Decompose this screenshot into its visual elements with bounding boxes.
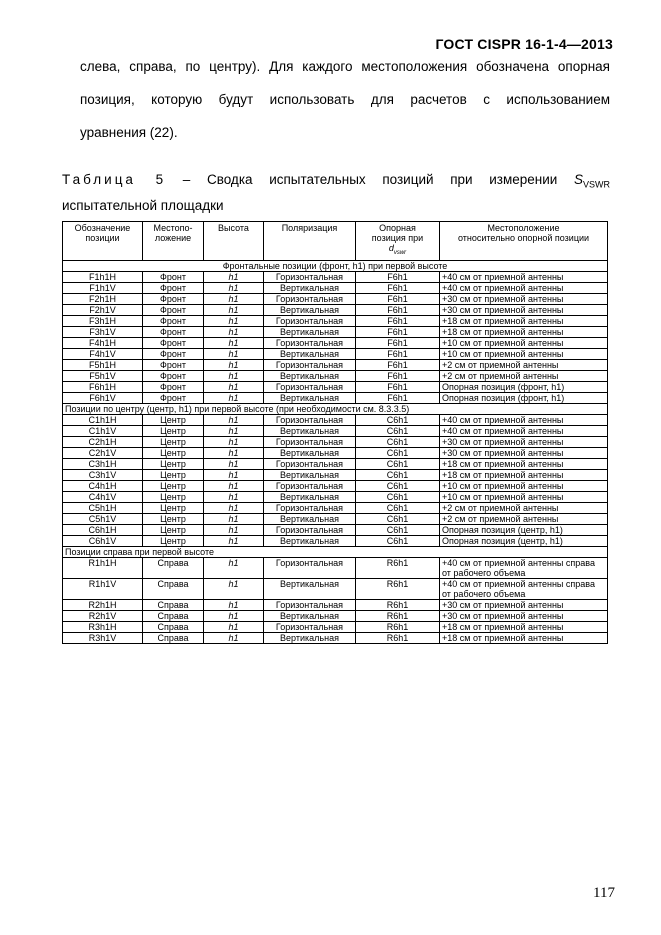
cell-height: h1 [204,304,264,315]
cell-reference: R6h1 [356,610,440,621]
cell-location: Центр [143,491,204,502]
cell-height: h1 [204,578,264,599]
cell-designation: C3h1V [63,469,143,480]
cell-relative-location: +40 см от приемной антенны [440,282,608,293]
table-caption-line-2: испытательной площадки [62,198,224,213]
table-row [63,578,608,599]
cell-designation: F6h1V [63,392,143,403]
cell-location: Фронт [143,392,204,403]
cell-reference: R6h1 [356,578,440,599]
cell-polarization: Вертикальная [264,610,356,621]
cell-reference: C6h1 [356,524,440,535]
table-row [63,469,608,480]
cell-reference: F6h1 [356,337,440,348]
cell-relative-location: +18 см от приемной антенны [440,632,608,643]
cell-designation: R2h1V [63,610,143,621]
table-section-row [63,403,608,414]
cell-designation: F2h1V [63,304,143,315]
table-row [63,557,608,578]
cell-polarization: Вертикальная [264,282,356,293]
cell-height: h1 [204,271,264,282]
cell-polarization: Горизонтальная [264,337,356,348]
cell-polarization: Горизонтальная [264,524,356,535]
cell-relative-location: +18 см от приемной антенны [440,621,608,632]
table-row [63,632,608,643]
section-title: Фронтальные позиции (фронт, h1) при первой высоте [63,260,608,271]
table-row [63,315,608,326]
cell-designation: C1h1V [63,425,143,436]
cell-relative-location: +2 см от приемной антенны [440,370,608,381]
cell-designation: C1h1H [63,414,143,425]
cell-reference: C6h1 [356,502,440,513]
cell-height: h1 [204,392,264,403]
cell-location: Центр [143,502,204,513]
table-header-row [63,222,608,261]
cell-relative-location: +30 см от приемной антенны [440,599,608,610]
table-row [63,337,608,348]
cell-designation: C6h1H [63,524,143,535]
cell-location: Справа [143,621,204,632]
cell-designation: C5h1H [63,502,143,513]
cell-relative-location: +30 см от приемной антенны [440,304,608,315]
table-row [63,370,608,381]
cell-location: Центр [143,425,204,436]
cell-designation: F3h1V [63,326,143,337]
cell-relative-location: +10 см от приемной антенны [440,337,608,348]
cell-reference: F6h1 [356,271,440,282]
table-row [63,304,608,315]
cell-relative-location: +18 см от приемной антенны [440,458,608,469]
table-row [63,458,608,469]
cell-relative-location: +40 см от приемной антенны справа от рабочего объема [440,578,608,599]
table-row [63,436,608,447]
cell-reference: F6h1 [356,326,440,337]
cell-designation: C6h1V [63,535,143,546]
cell-polarization: Горизонтальная [264,599,356,610]
header-relative-location: Местоположение относительно опорной позиции [440,222,608,261]
cell-polarization: Горизонтальная [264,436,356,447]
paragraph-line-1: слева, справа, по центру). Для каждого местоположения обозначена опорная [80,59,610,74]
cell-reference: R6h1 [356,599,440,610]
cell-location: Фронт [143,359,204,370]
cell-location: Фронт [143,381,204,392]
cell-height: h1 [204,524,264,535]
cell-relative-location: Опорная позиция (фронт, h1) [440,392,608,403]
cell-polarization: Вертикальная [264,513,356,524]
cell-reference: C6h1 [356,425,440,436]
table-row [63,293,608,304]
cell-relative-location: +30 см от приемной антенны [440,447,608,458]
cell-reference: C6h1 [356,513,440,524]
cell-reference: R6h1 [356,621,440,632]
cell-polarization: Горизонтальная [264,458,356,469]
cell-polarization: Горизонтальная [264,293,356,304]
header-designation: Обозначение позиции [63,222,143,261]
cell-designation: F3h1H [63,315,143,326]
cell-polarization: Вертикальная [264,469,356,480]
cell-polarization: Вертикальная [264,348,356,359]
cell-relative-location: Опорная позиция (центр, h1) [440,535,608,546]
cell-designation: R3h1H [63,621,143,632]
paragraph-line-3: уравнения (22). [80,125,178,140]
cell-relative-location: +40 см от приемной антенны [440,414,608,425]
cell-height: h1 [204,425,264,436]
cell-location: Центр [143,535,204,546]
table-row [63,502,608,513]
cell-height: h1 [204,282,264,293]
cell-reference: F6h1 [356,370,440,381]
cell-reference: F6h1 [356,348,440,359]
cell-height: h1 [204,447,264,458]
cell-polarization: Горизонтальная [264,557,356,578]
cell-polarization: Горизонтальная [264,414,356,425]
cell-polarization: Вертикальная [264,425,356,436]
cell-location: Справа [143,599,204,610]
cell-designation: R1h1H [63,557,143,578]
cell-height: h1 [204,414,264,425]
cell-height: h1 [204,480,264,491]
cell-reference: C6h1 [356,414,440,425]
header-location: Местопо- ложение [143,222,204,261]
cell-designation: F2h1H [63,293,143,304]
table-row [63,513,608,524]
cell-polarization: Вертикальная [264,392,356,403]
table-row [63,425,608,436]
cell-location: Справа [143,610,204,621]
cell-relative-location: Опорная позиция (фронт, h1) [440,381,608,392]
cell-polarization: Вертикальная [264,447,356,458]
cell-location: Фронт [143,315,204,326]
cell-reference: C6h1 [356,535,440,546]
cell-location: Центр [143,414,204,425]
cell-designation: C2h1V [63,447,143,458]
cell-polarization: Вертикальная [264,304,356,315]
table-row [63,326,608,337]
cell-location: Фронт [143,271,204,282]
cell-location: Центр [143,469,204,480]
cell-designation: R3h1V [63,632,143,643]
cell-designation: C3h1H [63,458,143,469]
table-row [63,447,608,458]
cell-height: h1 [204,348,264,359]
cell-designation: C4h1H [63,480,143,491]
cell-relative-location: +2 см от приемной антенны [440,359,608,370]
table-row [63,282,608,293]
cell-designation: F1h1H [63,271,143,282]
cell-polarization: Горизонтальная [264,359,356,370]
cell-reference: R6h1 [356,557,440,578]
table-section-row [63,546,608,557]
cell-reference: C6h1 [356,469,440,480]
table-row [63,381,608,392]
cell-designation: F4h1V [63,348,143,359]
cell-polarization: Вертикальная [264,326,356,337]
cell-relative-location: +2 см от приемной антенны [440,513,608,524]
cell-polarization: Вертикальная [264,632,356,643]
table-row [63,414,608,425]
cell-reference: C6h1 [356,447,440,458]
table-row [63,348,608,359]
cell-location: Справа [143,632,204,643]
cell-location: Фронт [143,370,204,381]
cell-reference: C6h1 [356,458,440,469]
svswr-symbol: $S_{VSWR}$ [573,172,610,190]
cell-polarization: Горизонтальная [264,315,356,326]
cell-reference: F6h1 [356,381,440,392]
cell-height: h1 [204,502,264,513]
cell-height: h1 [204,326,264,337]
cell-height: h1 [204,610,264,621]
cell-designation: F1h1V [63,282,143,293]
table-row [63,599,608,610]
table-row [63,271,608,282]
section-title: Позиции справа при первой высоте [63,546,608,557]
cell-relative-location: Опорная позиция (центр, h1) [440,524,608,535]
positions-table [62,221,608,644]
cell-reference: R6h1 [356,632,440,643]
table-row [63,392,608,403]
cell-designation: C5h1V [63,513,143,524]
cell-relative-location: +40 см от приемной антенны справа от рабочего объема [440,557,608,578]
cell-relative-location: +40 см от приемной антенны [440,425,608,436]
cell-location: Центр [143,436,204,447]
cell-polarization: Вертикальная [264,491,356,502]
cell-height: h1 [204,370,264,381]
cell-reference: F6h1 [356,359,440,370]
cell-designation: F5h1V [63,370,143,381]
table-caption-label: Таблица 5 [62,172,167,187]
table-row [63,621,608,632]
cell-designation: F6h1H [63,381,143,392]
cell-reference: F6h1 [356,293,440,304]
header-polarization: Поляризация [264,222,356,261]
positions-table-container [62,221,607,644]
cell-height: h1 [204,535,264,546]
table-row [63,610,608,621]
cell-relative-location: +2 см от приемной антенны [440,502,608,513]
cell-designation: F4h1H [63,337,143,348]
cell-reference: C6h1 [356,480,440,491]
cell-height: h1 [204,293,264,304]
cell-reference: F6h1 [356,392,440,403]
cell-height: h1 [204,491,264,502]
cell-height: h1 [204,337,264,348]
cell-polarization: Вертикальная [264,578,356,599]
cell-relative-location: +18 см от приемной антенны [440,315,608,326]
cell-polarization: Горизонтальная [264,271,356,282]
cell-reference: C6h1 [356,491,440,502]
cell-height: h1 [204,632,264,643]
cell-designation: F5h1H [63,359,143,370]
cell-reference: C6h1 [356,436,440,447]
header-reference: Опорная позиция при $d_{vswr}$ [356,222,440,261]
cell-polarization: Вертикальная [264,370,356,381]
header-height: Высота [204,222,264,261]
cell-designation: R2h1H [63,599,143,610]
cell-relative-location: +30 см от приемной антенны [440,436,608,447]
cell-location: Фронт [143,326,204,337]
table-row [63,491,608,502]
cell-location: Центр [143,524,204,535]
cell-location: Центр [143,458,204,469]
cell-height: h1 [204,381,264,392]
cell-reference: F6h1 [356,304,440,315]
cell-relative-location: +30 см от приемной антенны [440,293,608,304]
cell-polarization: Горизонтальная [264,480,356,491]
cell-location: Центр [143,513,204,524]
cell-location: Фронт [143,293,204,304]
cell-height: h1 [204,621,264,632]
cell-polarization: Горизонтальная [264,621,356,632]
document-header: ГОСТ CISPR 16-1-4—2013 [435,36,613,52]
cell-reference: F6h1 [356,282,440,293]
cell-relative-location: +10 см от приемной антенны [440,348,608,359]
table-row [63,480,608,491]
cell-designation: C4h1V [63,491,143,502]
cell-relative-location: +10 см от приемной антенны [440,480,608,491]
cell-relative-location: +30 см от приемной антенны [440,610,608,621]
cell-location: Фронт [143,348,204,359]
cell-height: h1 [204,469,264,480]
table-row [63,359,608,370]
cell-relative-location: +18 см от приемной антенны [440,326,608,337]
cell-height: h1 [204,458,264,469]
cell-location: Фронт [143,337,204,348]
table-section-row [63,260,608,271]
table-row [63,524,608,535]
cell-height: h1 [204,315,264,326]
cell-location: Центр [143,480,204,491]
section-title: Позиции по центру (центр, h1) при первой высоте (при необходимости см. 8.3.3.5) [63,403,608,414]
cell-height: h1 [204,557,264,578]
cell-polarization: Горизонтальная [264,502,356,513]
cell-polarization: Вертикальная [264,535,356,546]
cell-height: h1 [204,359,264,370]
cell-location: Фронт [143,282,204,293]
cell-relative-location: +10 см от приемной антенны [440,491,608,502]
paragraph-line-2: позиция, которую будут использовать для расчетов с использованием [80,92,610,107]
cell-relative-location: +18 см от приемной антенны [440,469,608,480]
table-caption [62,172,610,190]
cell-height: h1 [204,599,264,610]
cell-polarization: Горизонтальная [264,381,356,392]
table-body [63,260,608,643]
cell-reference: F6h1 [356,315,440,326]
cell-height: h1 [204,513,264,524]
cell-designation: C2h1H [63,436,143,447]
cell-location: Фронт [143,304,204,315]
cell-designation: R1h1V [63,578,143,599]
page-number: 117 [593,885,615,901]
cell-location: Справа [143,557,204,578]
cell-location: Справа [143,578,204,599]
table-caption-text: – Сводка испытательных позиций при измерении [166,172,574,187]
table-row [63,535,608,546]
cell-location: Центр [143,447,204,458]
cell-relative-location: +40 см от приемной антенны [440,271,608,282]
cell-height: h1 [204,436,264,447]
